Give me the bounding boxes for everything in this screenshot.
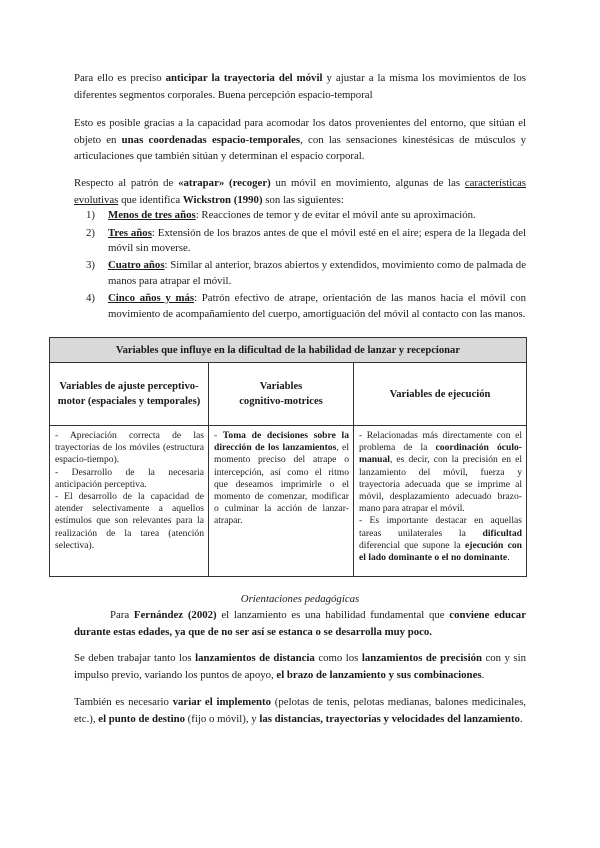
cell-perceptive-motor: - Apreciación correcta de las trayectorias de los móviles (estructura espacio-tiempo). - Desarrollo de la necesaria anticipación perceptiva. - El desarrollo de la capacidad de atender selectivamente a aquellos estímulos que son relevantes para la realización de la tarea (atención selectiva). bbox=[50, 426, 209, 577]
column-header-cognitive-motor: Variables cognitivo-motrices bbox=[209, 363, 354, 426]
age-stages-list bbox=[74, 208, 526, 322]
list-item: 3) Cuatro años: Similar al anterior, brazos abiertos y extendidos, movimiento como de palmada de manos para atrapar el móvil. bbox=[86, 259, 526, 287]
column-header-execution: Variables de ejecución bbox=[354, 363, 527, 426]
paragraph-throw-types: Se deben trabajar tanto los lanzamientos de distancia como los lanzamientos de precisión con y sin impulso previo, variando los puntos de apoyo, el brazo de lanzamiento y sus combinaciones. bbox=[74, 652, 526, 681]
list-item: 2) Tres años: Extensión de los brazos antes de que el móvil esté en el aire; espera de la llegada del móvil sin moverse. bbox=[86, 226, 526, 254]
document-page bbox=[55, 70, 527, 728]
paragraph-implement: También es necesario variar el implemento (pelotas de tenis, pelotas medianas, balones medicinales, etc.), el punto de destino (fijo o móvil), y las distancias, trayectorias y velocidades del lanzamiento. bbox=[74, 696, 526, 725]
paragraph-anticipation: Para ello es preciso anticipar la trayectoria del móvil y ajustar a la misma los movimientos de los diferentes segmentos corporales. Buena percepción espacio-temporal bbox=[74, 72, 526, 101]
column-header-perceptive-motor: Variables de ajuste perceptivo-motor (espaciales y temporales) bbox=[50, 363, 209, 426]
list-item: 4) Cinco años y más: Patrón efectivo de atrape, orientación de las manos hacia el móvil con movimiento de acompañamiento del cuerpo, amortiguación del móvil al contacto con las manos. bbox=[86, 292, 526, 320]
paragraph-fernandez: Para Fernández (2002) el lanzamiento es una habilidad fundamental que conviene educar durante estas edades, ya que de no ser así se estanca o se desarrolla muy poco. bbox=[74, 609, 526, 638]
paragraph-coordinates: Esto es posible gracias a la capacidad para acomodar los datos provenientes del entorno, que sitúan el objeto en unas coordenadas espacio-temporales, con las sensaciones kinestésicas de músculos y articulaciones que también sitúan y determinan el espacio corporal. bbox=[74, 117, 527, 163]
variables-table bbox=[49, 337, 527, 577]
cell-cognitive-motor: - Toma de decisiones sobre la dirección de los lanzamientos, el momento preciso del atrape o intercepción, así como el ritmo que deseamos imprimirle o el momento de comenzar, modificar o culminar la acción de lanzar-atrapar. bbox=[209, 426, 354, 577]
table-title: Variables que influye en la dificultad de la habilidad de lanzar y recepcionar bbox=[50, 338, 527, 363]
paragraph-catching-pattern: Respecto al patrón de «atrapar» (recoger) un móvil en movimiento, algunas de las características evolutivas que identifica Wickstron (1990) son las siguientes: bbox=[74, 176, 526, 206]
list-item: 1) Menos de tres años: Reacciones de temor y de evitar el móvil ante su aproximación. bbox=[86, 209, 476, 222]
section-caption: Orientaciones pedagógicas bbox=[240, 593, 360, 605]
cell-execution: - Relacionadas más directamente con el problema de la coordinación óculo-manual, es decir, con la precisión en el lanzamiento del móvil, fuerza y trayectoria adecuada que se imprime al móvil, desplazamiento adecuado brazo-mano para atrapar el móvil. - Es importante destacar en aquellas tareas unilaterales la dificultad diferencial que supone la ejecución con el lado dominante o el no dominante. bbox=[354, 426, 527, 577]
